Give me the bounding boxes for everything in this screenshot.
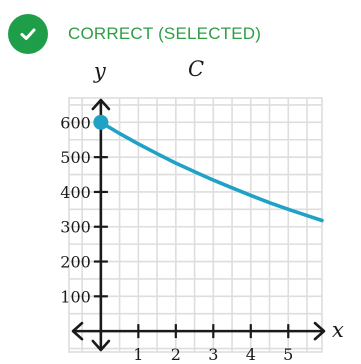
x-tick-label: 3	[208, 345, 219, 364]
y-tick-label: 500	[60, 148, 91, 168]
y-tick-label: 300	[60, 217, 91, 237]
y-tick-label: 100	[60, 287, 91, 307]
x-tick-label: 1	[133, 345, 144, 364]
status-label: CORRECT (SELECTED)	[68, 24, 262, 43]
x-tick-label: 4	[245, 345, 256, 364]
x-tick-label: 5	[283, 345, 294, 364]
y-tick-label: 200	[60, 252, 91, 272]
start-point	[93, 115, 108, 130]
y-tick-label: 400	[60, 182, 91, 202]
ticks	[60, 113, 293, 364]
y-axis-label: y	[93, 59, 106, 83]
grid	[69, 98, 322, 352]
x-tick-label: 2	[170, 345, 181, 364]
y-tick-label: 600	[60, 113, 91, 133]
axes	[73, 100, 324, 350]
x-axis-label: x	[332, 318, 344, 343]
chart-title: C	[187, 57, 205, 81]
